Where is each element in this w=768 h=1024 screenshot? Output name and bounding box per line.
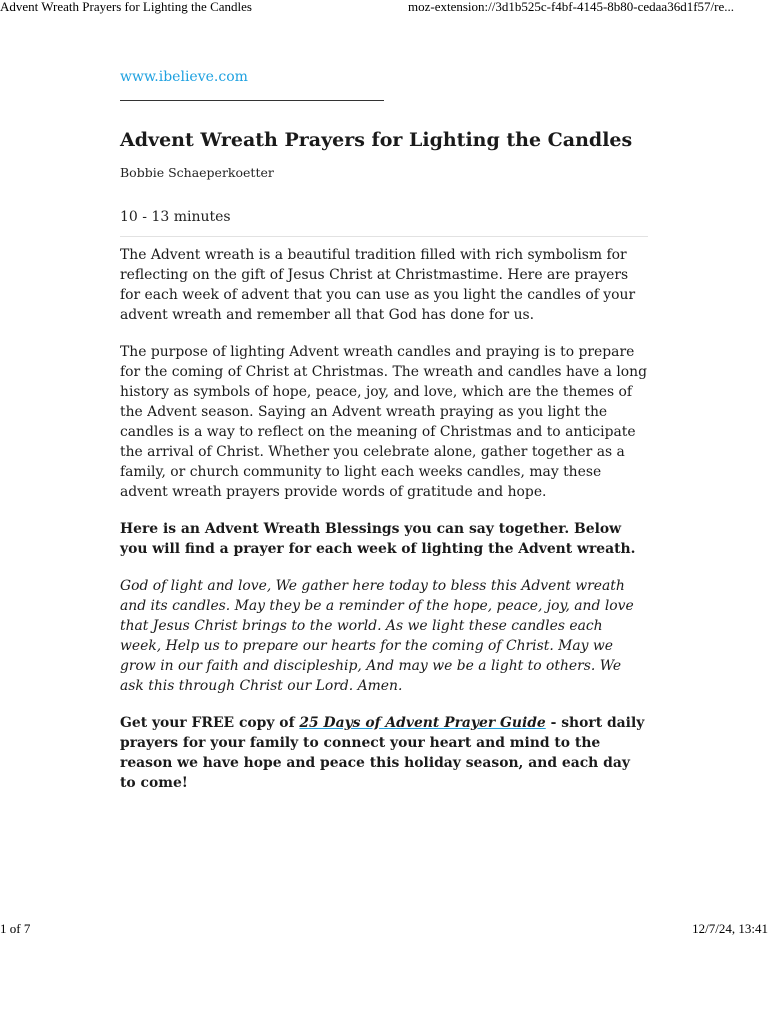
print-header (0, 0, 768, 16)
paragraph-blessing-prayer: God of light and love, We gather here today to bless this Advent wreath and its candles. May they be a reminder of the hope, peace, joy, and love that Jesus Christ brings to the world. As we light these candles each week, Help us to prepare our hearts for the coming of Christ. May we grow in our faith and discipleship, And may we be a light to others. We ask this through Christ our Lord. Amen. (120, 578, 634, 694)
cta-prefix: Get your FREE copy of (120, 715, 300, 731)
article-title: Advent Wreath Prayers for Lighting the Candles (120, 129, 633, 151)
paragraph-intro: The Advent wreath is a beautiful tradition filled with rich symbolism for reflecting on the gift of Jesus Christ at Christmastime. Here are prayers for each week of advent that you can use as you light the candles of your advent wreath and remember all that God has done for us. (120, 247, 636, 323)
cta-suffix: - short daily prayers for your family to connect your heart and mind to the reason we have hope and peace this holiday season, and each day to come! (120, 715, 645, 791)
prayer-guide-link[interactable]: 25 Days of Advent Prayer Guide (299, 715, 546, 731)
site-divider (120, 100, 384, 101)
print-datetime: 12/7/24, 13:41 (692, 921, 768, 936)
print-header-title: Advent Wreath Prayers for Lighting the Candles (0, 0, 252, 14)
read-time: 10 - 13 minutes (120, 207, 648, 237)
article-author: Bobbie Schaeperkoetter (120, 165, 274, 180)
article-content (120, 66, 648, 793)
paragraph-blessing-intro: Here is an Advent Wreath Blessings you can say together. Below you will find a prayer for each week of lighting the Advent wreath. (120, 521, 636, 557)
print-header-url: moz-extension://3d1b525c-f4bf-4145-8b80-cedaa36d1f57/re... (408, 0, 734, 14)
paragraph-purpose: The purpose of lighting Advent wreath candles and praying is to prepare for the coming of Christ at Christmas. The wreath and candles have a long history as symbols of hope, peace, joy, and love, which are the themes of the Advent season. Saying an Advent wreath praying as you light the candles is a way to reflect on the meaning of Christmas and to anticipate the arrival of Christ. Whether you celebrate alone, gather together as a family, or church community to light each weeks candles, may these advent wreath prayers provide words of gratitude and hope. (120, 344, 648, 500)
site-domain-link[interactable]: www.ibelieve.com (120, 69, 248, 85)
paragraph-cta (120, 713, 648, 793)
page-number: 1 of 7 (0, 921, 31, 936)
